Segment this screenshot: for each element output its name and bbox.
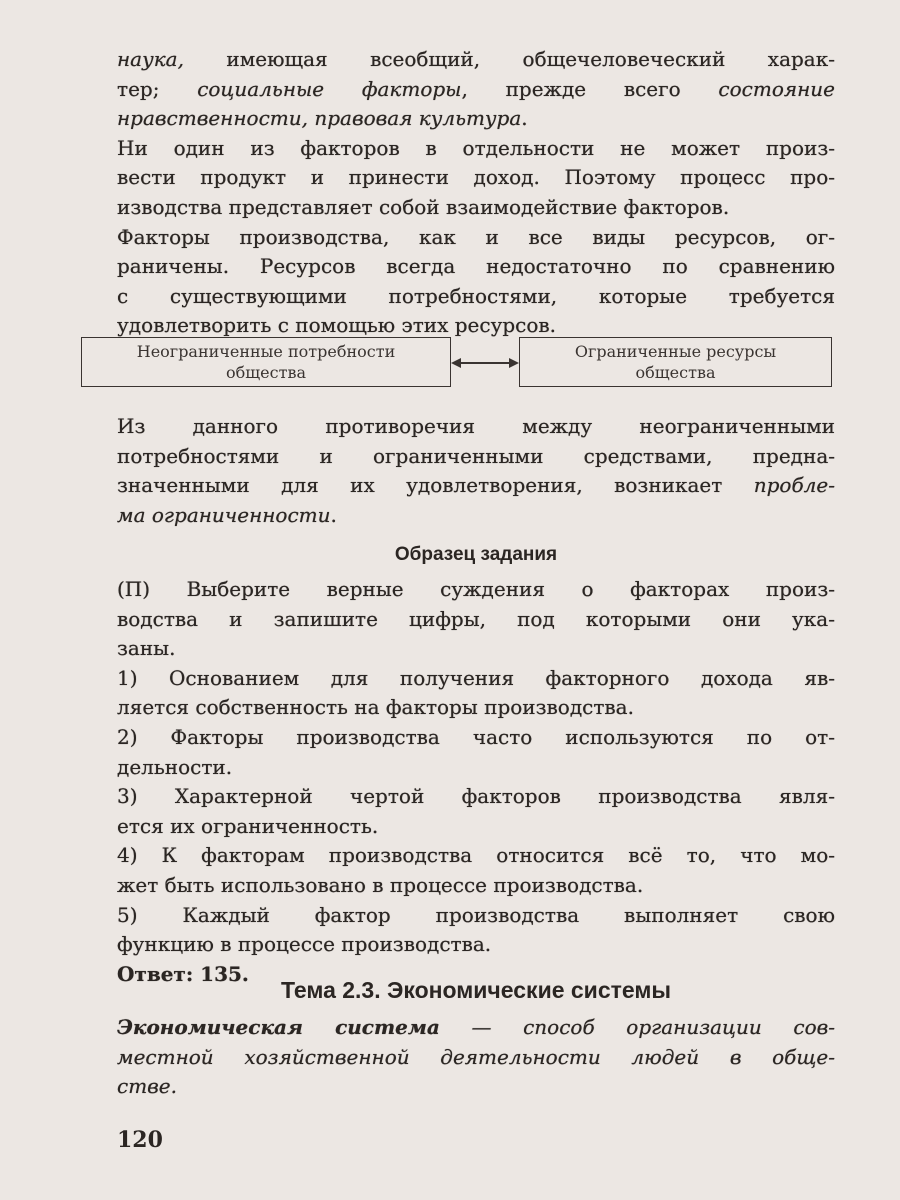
text-segment: дельности. [117,754,233,779]
text-line [117,782,835,812]
text-segment: ляется собственность на факторы производства. [117,695,634,720]
text-segment: 3) Характерной чертой факторов производства явля- [117,784,835,809]
text-segment: водства и запишите цифры, под которыми они ука- [117,606,835,631]
text-segment: Ответ: 135. [117,961,249,986]
text-segment: заны. [117,636,176,661]
italic-term: ма ограниченности [117,502,331,527]
text-line [117,605,835,635]
text-line [117,282,835,312]
text-segment: Из данного противоречия между неограниченными [117,414,835,438]
text-segment: тер; [117,76,198,101]
text-line [117,693,835,723]
text-segment: Ни один из факторов в отдельности не может произ- [117,135,835,160]
text-line [117,1043,835,1073]
sample-task [117,575,835,989]
text-line [117,45,835,75]
text-line [117,930,835,960]
text-segment: потребностями и ограниченными средствами, предна- [117,443,835,468]
text-segment: вести продукт и принести доход. Поэтому процесс про- [117,165,835,190]
text-line [117,223,835,253]
text-segment: удовлетворить с помощью этих ресурсов. [117,313,557,338]
text-line [117,134,835,164]
italic-term: Экономическая система [117,1015,440,1039]
text-segment: 5) Каждый фактор производства выполняет свою [117,902,835,927]
box-line: Ограниченные ресурсы [574,342,777,361]
text-line [117,634,835,664]
text-line [117,471,835,501]
text-line [117,871,835,901]
italic-term: состояние [718,76,835,101]
page-number: 120 [117,1127,163,1153]
italic-term: нравственности, правовая культура [117,106,522,131]
text-line [117,104,835,134]
text-segment: 1) Основанием для получения факторного дохода яв- [117,665,835,690]
sample-heading: Образец задания [394,544,558,565]
text-segment: Факторы производства, как и все виды ресурсов, ог- [117,224,835,249]
double-arrow-icon [451,358,519,368]
box-line: Неограниченные потребности [136,342,396,361]
italic-term: местной хозяйственной деятельности людей в обще- [117,1044,835,1069]
italic-term: пробле- [753,473,835,498]
text-line [117,664,835,694]
text-line [117,575,835,605]
text-line [117,252,835,282]
text-segment: функцию в процессе производства. [117,932,492,957]
text-segment: 4) К факторам производства относится всё то, что мо- [117,843,835,868]
italic-term: социальные факторы [197,76,462,101]
text-line [117,723,835,753]
box-line: общества [226,363,306,382]
text-segment: с существующими потребностями, которые требуется [117,283,835,308]
text-line [117,1013,835,1043]
text-segment: ется их ограниченность. [117,813,379,838]
text-segment: . [521,106,528,131]
text-segment: раничены. Ресурсов всегда недостаточно по сравнению [117,254,835,279]
text-line [117,442,835,472]
text-line [117,753,835,783]
text-segment: . [330,502,337,527]
text-line [117,1072,835,1102]
diagram-box-limited-resources [519,337,832,387]
text-line [117,901,835,931]
italic-term: — способ организации сов- [439,1015,835,1039]
text-segment: имеющая всеобщий, общечеловеческий харак- [183,47,835,71]
text-segment: 2) Факторы производства часто используются по от- [117,724,835,749]
text-segment: жет быть использовано в процессе производства. [117,872,644,897]
diagram-box-unlimited-needs [81,337,451,387]
italic-term: стве. [117,1074,177,1099]
text-segment: (П) Выберите верные суждения о факторах произ- [117,577,835,601]
text-segment: значенными для их удовлетворения, возникает [117,473,754,498]
text-line [117,75,835,105]
text-block-middle [117,412,835,530]
text-line [117,841,835,871]
topic-heading: Тема 2.3. Экономические системы [280,977,672,1003]
text-line [117,163,835,193]
text-segment: , прежде всего [461,76,719,101]
text-line [117,193,835,223]
italic-term: наука, [117,47,184,71]
box-line: общества [635,363,716,382]
text-line [117,812,835,842]
text-block-top [117,45,835,341]
text-line [117,501,835,531]
definition-block [117,1013,835,1102]
text-segment: изводства представляет собой взаимодействие факторов. [117,194,730,219]
text-line [117,412,835,442]
